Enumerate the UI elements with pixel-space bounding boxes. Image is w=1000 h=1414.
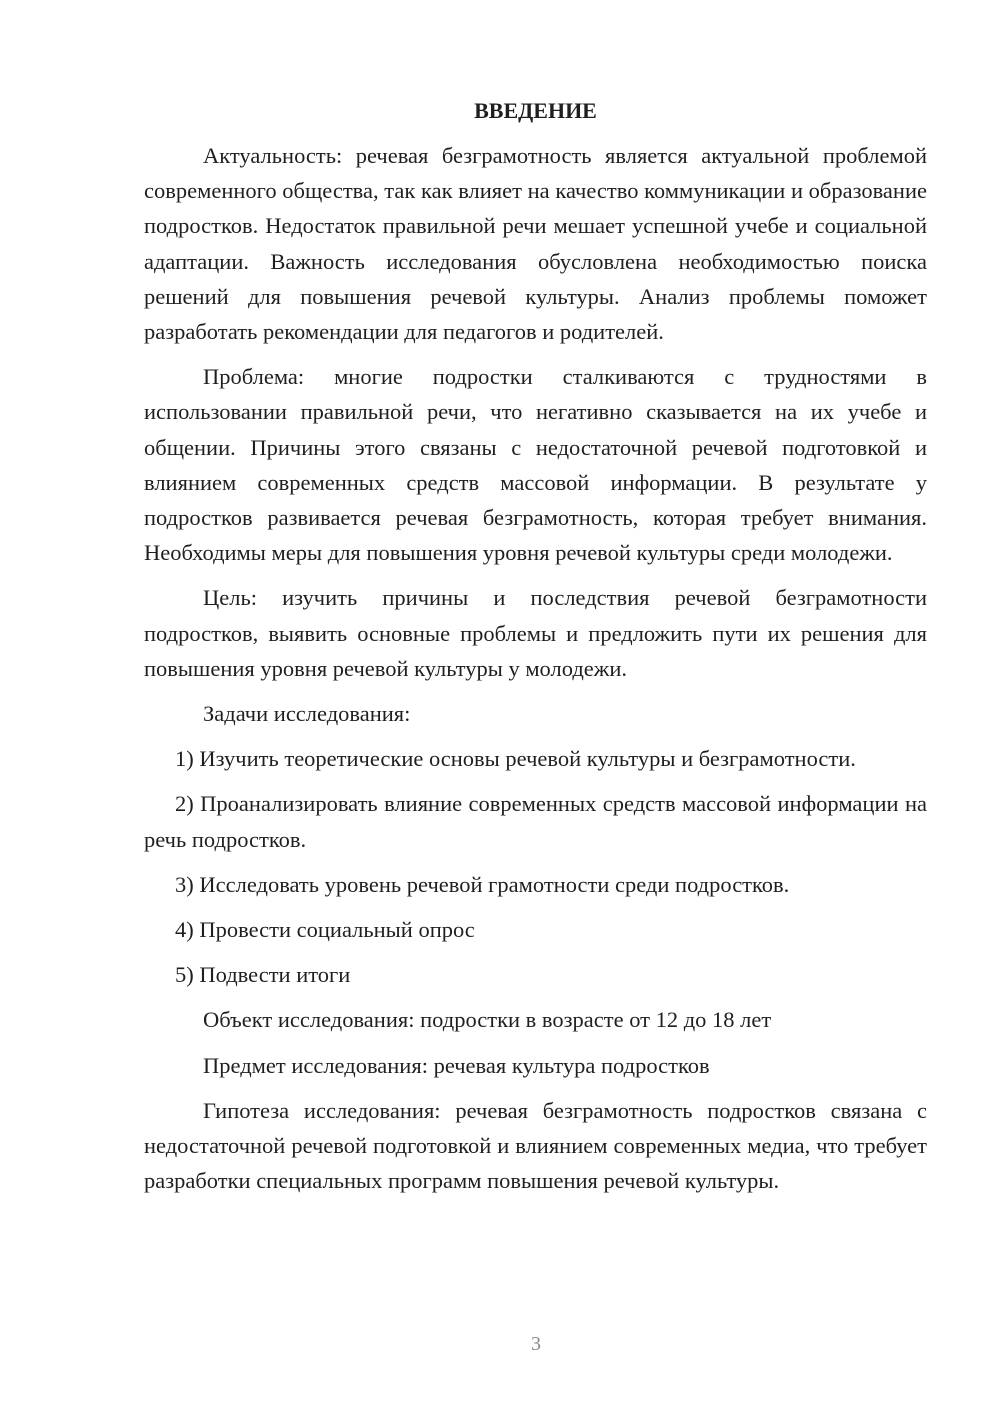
task-item: 2) Проанализировать влияние современных средств массовой информации на речь подростков. (144, 791, 927, 852)
paragraph-relevance: Актуальность: речевая безграмотность является актуальной проблемой современного общества, так как влияет на качество коммуникации и образование подростков. Недостаток правильной речи мешает успешной учебе и социальной адаптации. Важность исследования обусловлена необходимостью поиска решений для повышения речевой культуры. Анализ проблемы поможет разработать рекомендации для педагогов и родителей. (144, 143, 927, 345)
task-item: 4) Провести социальный опрос (175, 917, 475, 943)
task-item: 1) Изучить теоретические основы речевой культуры и безграмотности. (175, 746, 856, 772)
page-number: 3 (531, 1333, 541, 1355)
task-item: 5) Подвести итоги (175, 962, 351, 988)
section-title: ВВЕДЕНИЕ (474, 98, 597, 123)
task-item: 3) Исследовать уровень речевой грамотности среди подростков. (175, 871, 790, 897)
paragraph-object: Объект исследования: подростки в возрасте от 12 до 18 лет (203, 1007, 772, 1033)
tasks-heading: Задачи исследования: (203, 701, 411, 727)
paragraph-goal: Цель: изучить причины и последствия речевой безграмотности подростков, выявить основные проблемы и предложить пути их решения для повышения уровня речевой культуры у молодежи. (144, 585, 927, 681)
paragraph-hypothesis: Гипотеза исследования: речевая безграмотность подростков связана с недостаточной речевой подготовкой и влиянием современных медиа, что требует разработки специальных программ повышения речевой культуры. (144, 1097, 927, 1194)
paragraph-subject: Предмет исследования: речевая культура подростков (203, 1052, 710, 1078)
page-content (144, 95, 927, 1208)
paragraph-problem: Проблема: многие подростки сталкиваются с трудностями в использовании правильной речи, что негативно сказывается на их учебе и общении. Причины этого связаны с недостаточной речевой подготовкой и влиянием современных средств массовой информации. В результате у подростков развивается речевая безграмотность, которая требует внимания. Необходимы меры для повышения уровня речевой культуры среди молодежи. (144, 364, 927, 566)
